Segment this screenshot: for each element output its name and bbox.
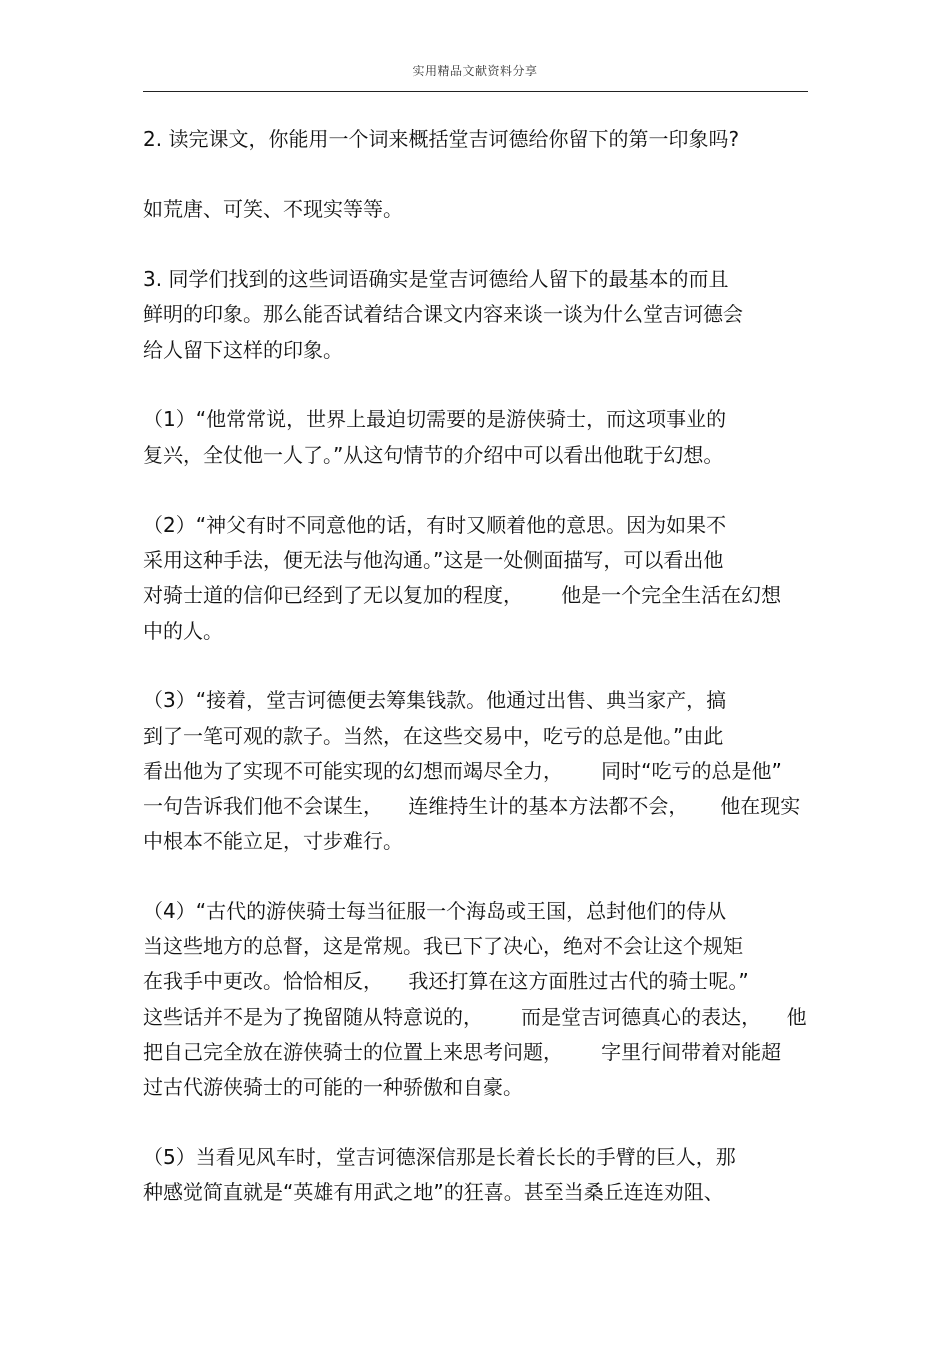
text-line: 在我手中更改。恰恰相反， 我还打算在这方面胜过古代的骑士呢。” — [143, 969, 749, 993]
text-line: （4）“古代的游侠骑士每当征服一个海岛或王国，总封他们的侍从 — [143, 899, 727, 923]
text-line: 对骑士道的信仰已经到了无以复加的程度， 他是一个完全生活在幻想 — [143, 583, 782, 607]
text-line: 把自己完全放在游侠骑士的位置上来思考问题， 字里行间带着对能超 — [143, 1040, 782, 1064]
text-line: 给人留下这样的印象。 — [143, 338, 343, 362]
text-line: 如荒唐、可笑、不现实等等。 — [143, 197, 403, 221]
text-line: 2. 读完课文，你能用一个词来概括堂吉诃德给你留下的第一印象吗? — [143, 127, 740, 151]
text-line: （1）“他常常说，世界上最迫切需要的是游侠骑士，而这项事业的 — [143, 407, 727, 431]
text-line: 鲜明的印象。那么能否试着结合课文内容来谈一谈为什么堂吉诃德会 — [143, 302, 743, 326]
page-header: 实用精品文献资料分享 — [412, 64, 538, 78]
text-line: （5）当看见风车时，堂吉诃德深信那是长着长长的手臂的巨人，那 — [143, 1145, 736, 1169]
text-line: 种感觉简直就是“英雄有用武之地”的狂喜。甚至当桑丘连连劝阻、 — [143, 1180, 724, 1204]
text-line: 这些话并不是为了挽留随从特意说的， 而是堂吉诃德真心的表达， 他 — [143, 1005, 807, 1029]
text-line: 当这些地方的总督，这是常规。我已下了决心，绝对不会让这个规矩 — [143, 934, 743, 958]
text-line: 中的人。 — [143, 619, 223, 643]
header-divider — [143, 91, 808, 92]
text-line: 中根本不能立足，寸步难行。 — [143, 829, 403, 853]
text-line: 一句告诉我们他不会谋生， 连维持生计的基本方法都不会， 他在现实 — [143, 794, 801, 818]
text-line: 看出他为了实现不可能实现的幻想而竭尽全力， 同时“吃亏的总是他” — [143, 759, 782, 783]
text-line: 到了一笔可观的款子。当然，在这些交易中，吃亏的总是他。”由此 — [143, 724, 724, 748]
text-line: 复兴，全仗他一人了。”从这句情节的介绍中可以看出他耽于幻想。 — [143, 443, 724, 467]
text-line: （3）“接着，堂吉诃德便去筹集钱款。他通过出售、典当家产，搞 — [143, 688, 727, 712]
text-line: 过古代游侠骑士的可能的一种骄傲和自豪。 — [143, 1075, 523, 1099]
text-line: 采用这种手法，便无法与他沟通。”这是一处侧面描写，可以看出他 — [143, 548, 724, 572]
text-line: （2）“神父有时不同意他的话，有时又顺着他的意思。因为如果不 — [143, 513, 727, 537]
text-line: 3. 同学们找到的这些词语确实是堂吉诃德给人留下的最基本的而且 — [143, 267, 729, 291]
